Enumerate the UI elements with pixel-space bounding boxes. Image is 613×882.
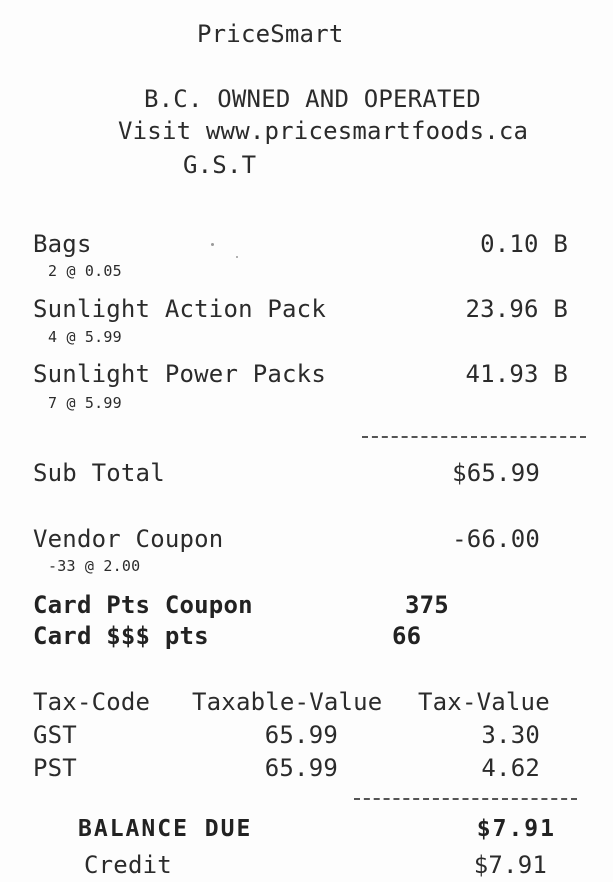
payment-amount: $7.91 — [473, 851, 547, 879]
tax-header-code: Tax-Code — [33, 688, 151, 716]
item-amount: 23.96 B — [465, 295, 568, 323]
balance-divider — [354, 798, 577, 800]
subtotal-label: Sub Total — [33, 459, 165, 487]
paper-speck — [211, 243, 214, 246]
balance-amount: $7.91 — [476, 816, 556, 842]
coupon-amount: -66.00 — [452, 525, 540, 553]
subtotal-amount: $65.99 — [452, 459, 540, 487]
balance-label: BALANCE DUE — [78, 816, 253, 842]
item-amount: 41.93 B — [465, 360, 568, 388]
tax-header-value: Tax-Value — [418, 688, 550, 716]
item-detail: 7 @ 5.99 — [48, 394, 122, 412]
header-owned-line: B.C. OWNED AND OPERATED — [144, 85, 481, 113]
header-gst-line: G.S.T — [183, 151, 257, 179]
item-name: Sunlight Action Pack — [33, 295, 326, 323]
points-value: 375 — [405, 591, 449, 619]
tax-row-code: PST — [33, 754, 77, 782]
store-name: PriceSmart — [197, 20, 344, 48]
tax-row-code: GST — [33, 721, 77, 749]
item-detail: 4 @ 5.99 — [48, 328, 122, 346]
subtotal-divider — [362, 436, 586, 438]
item-name: Sunlight Power Packs — [33, 360, 326, 388]
coupon-detail: -33 @ 2.00 — [48, 557, 141, 575]
points-label: Card Pts Coupon — [33, 591, 253, 619]
tax-row-taxable: 65.99 — [264, 754, 338, 782]
header-website-line: Visit www.pricesmartfoods.ca — [118, 117, 529, 145]
points-label: Card $$$ pts — [33, 622, 209, 650]
item-name: Bags — [33, 230, 92, 258]
tax-row-value: 3.30 — [481, 721, 540, 749]
coupon-label: Vendor Coupon — [33, 525, 224, 553]
item-amount: 0.10 B — [480, 230, 568, 258]
points-value: 66 — [392, 622, 422, 650]
tax-row-value: 4.62 — [481, 754, 540, 782]
payment-label: Credit — [84, 851, 172, 879]
tax-header-taxable: Taxable-Value — [192, 688, 383, 716]
item-detail: 2 @ 0.05 — [48, 262, 122, 280]
tax-row-taxable: 65.99 — [264, 721, 338, 749]
paper-speck — [236, 256, 238, 258]
